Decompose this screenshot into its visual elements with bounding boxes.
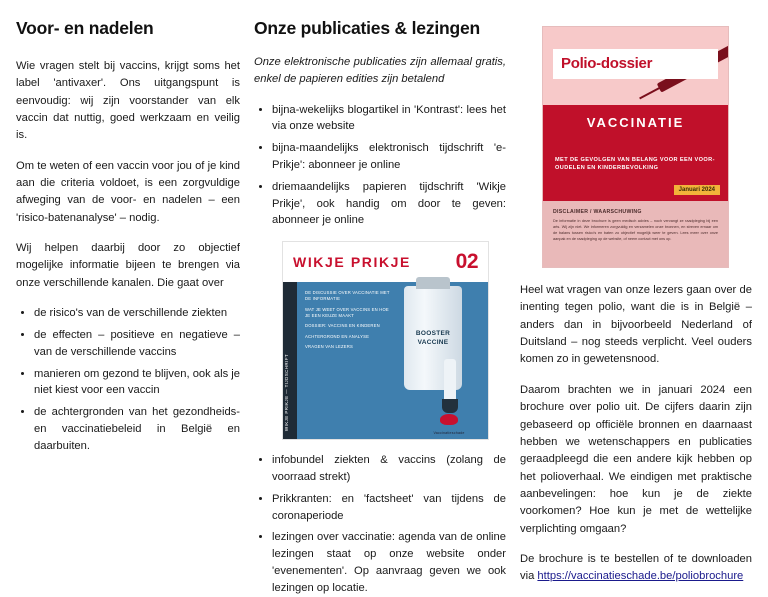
wikje-cover-spine-text: WIKJE PRIKJE — TIJDSCHRIFT bbox=[284, 354, 289, 432]
polio-dossier-cover-image bbox=[542, 26, 729, 268]
left-bullet-list bbox=[16, 305, 240, 454]
middle-bullet-list-top bbox=[254, 102, 506, 230]
left-paragraph-2: Om te weten of een vaccin voor jou of je kind aan die criteria voldoet, is een zorgvuldige afweging van de voor- en nadelen – een 'risico-batenanalyse' – nodig. bbox=[16, 159, 240, 224]
polio-cover-midblock bbox=[543, 105, 728, 201]
list-item: • Prikkranten: en 'factsheet' van tijdens de coronaperiode bbox=[272, 491, 506, 525]
wikje-cover-title: WIKJE PRIKJE bbox=[293, 254, 411, 271]
middle-intro-paragraph: Onze elektronische publicaties zijn allemaal gratis, enkel de papieren edities zijn betalend bbox=[254, 55, 506, 86]
left-paragraph-1: Wie vragen stelt bij vaccins, krijgt soms het label 'antivaxer'. Ons uitgangspunt is eenvoudig: wij zijn voorstander van elk vaccin dat nuttig, goed werkzaam en veilig is. bbox=[16, 59, 240, 142]
list-item: • de effecten – positieve en negatieve – van de verschillende vaccins bbox=[34, 327, 240, 361]
list-item: • driemaandelijks papieren tijdschrift 'Wikje Prikje', ook handig om door te geven: abonneer je online bbox=[272, 179, 506, 229]
vial-label-text: BOOSTER VACCINE bbox=[415, 330, 451, 346]
page-title-voor-en-nadelen: Voor- en nadelen bbox=[16, 18, 154, 38]
polio-cover-disclaimer bbox=[543, 201, 728, 267]
polio-disclaimer-title: DISCLAIMER / WAARSCHUWING bbox=[553, 209, 642, 215]
vial-cap bbox=[416, 277, 450, 289]
wikje-blurb-line: VRAGEN VAN LEZERS bbox=[305, 343, 354, 349]
wikje-cover-body bbox=[283, 282, 488, 439]
list-item: • bijna-maandelijks elektronisch tijdschrift 'e-Prikje': abonneer je online bbox=[272, 140, 506, 174]
list-item: • de achtergronden van het gezondheids- en vaccinatiebeleid in België en daarbuiten. bbox=[34, 404, 240, 454]
dropper-illustration bbox=[444, 359, 456, 405]
wikje-cover-blurb bbox=[305, 290, 391, 354]
wikje-cover-spine bbox=[283, 282, 297, 439]
polio-cover-banner bbox=[553, 49, 718, 79]
brochure-order-text: De brochure is te bestellen of te downloaden via bbox=[520, 553, 752, 583]
right-column bbox=[520, 18, 752, 583]
right-paragraph-1: Heel wat vragen van onze lezers gaan over de inenting tegen polio, want die is in België – anders dan in bijvoorbeeld Nederland of Duitsland – nog steeds verplicht. Veel ouders komen zo in gewetensnood. bbox=[520, 284, 752, 366]
polio-cover-subtitle: MET DE GEVOLGEN VAN BELANG VOOR EEN VOOR- OUDELEN EN KINDERBEVOLKING bbox=[555, 157, 715, 172]
right-paragraph-2: Daarom brachten we in januari 2024 een brochure over polio uit. De cijfers daarin zijn gebaseerd op officiële bronnen en daarnaast hebben we wetenschappers en publicaties geraadpleegd die een andere kijk hebben op het polioverhaal. We eindigen met praktische aanbevelingen: hoe kun je de ziekte voorkomen? Hoe kun je met de wettelijke verplichting omgaan? bbox=[520, 383, 752, 535]
wikje-blurb-line: WAT JE WEET OVER VACCINS EN HOE JE EEN KEUZE MAAKT bbox=[305, 306, 389, 319]
list-item: • manieren om gezond te blijven, ook als je niet kiest voor een vaccin bbox=[34, 366, 240, 400]
page-title-onze-publicaties: Onze publicaties & lezingen bbox=[254, 18, 481, 38]
list-item: • lezingen over vaccinatie: agenda van de online lezingen staat op onze website onder 'evenementen'. Op aanvraag geven we ook lezingen op locatie. bbox=[272, 529, 506, 596]
wikje-prikje-cover-image bbox=[282, 241, 489, 440]
wikje-blurb-line: DOSSIER: VACCINS EN KINDEREN bbox=[305, 323, 380, 329]
logo-mark-icon bbox=[440, 414, 458, 425]
polio-cover-date-badge: Januari 2024 bbox=[674, 185, 720, 195]
list-item: • de risico's van de verschillende ziekten bbox=[34, 305, 240, 322]
left-paragraph-3: Wij helpen daarbij door zo objectief mogelijke informatie bijeen te brengen via onze verschillende kanalen. Die gaat over bbox=[16, 242, 240, 289]
left-column bbox=[16, 18, 254, 583]
list-item: • infobundel ziekten & vaccins (zolang de voorraad strekt) bbox=[272, 452, 506, 486]
dropper-bulb bbox=[442, 399, 458, 413]
middle-column bbox=[254, 18, 520, 594]
right-paragraph-3 bbox=[520, 551, 752, 586]
wikje-cover-logo bbox=[418, 412, 480, 435]
polio-cover-subject: VACCINATIE bbox=[586, 115, 685, 130]
list-item: • bijna-wekelijks blogartikel in 'Kontrast': lees het via onze website bbox=[272, 102, 506, 136]
logo-caption: Vaccinatieschade bbox=[433, 431, 465, 436]
wikje-cover-header bbox=[283, 242, 488, 282]
wikje-blurb-line: ACHTERGROND EN ANALYSE bbox=[305, 333, 370, 339]
poliobrochure-link[interactable]: https://vaccinatieschade.be/poliobrochure bbox=[537, 570, 744, 583]
wikje-blurb-line: DE DISCUSSIE OVER VACCINATIE MET DE INFORMATIE bbox=[305, 290, 390, 302]
polio-cover-title: Polio-dossier bbox=[561, 55, 653, 72]
polio-disclaimer-text: De informatie in deze brochure is geen medisch advies – noch vervangt ze raadpleging bij een arts. Wij zijn niet. We informeren zorgvuldig en verzamelen onze bronnen, en streven ernaar om de balans tussen risico's en baten zo objectief mogelijk weer te geven. Lees meer over onze aanpak en de raadpleging op de website, of neem contact met ons op. bbox=[553, 219, 718, 241]
middle-bullet-list-bottom bbox=[254, 452, 506, 596]
wikje-cover-issue-number: 02 bbox=[455, 250, 478, 274]
